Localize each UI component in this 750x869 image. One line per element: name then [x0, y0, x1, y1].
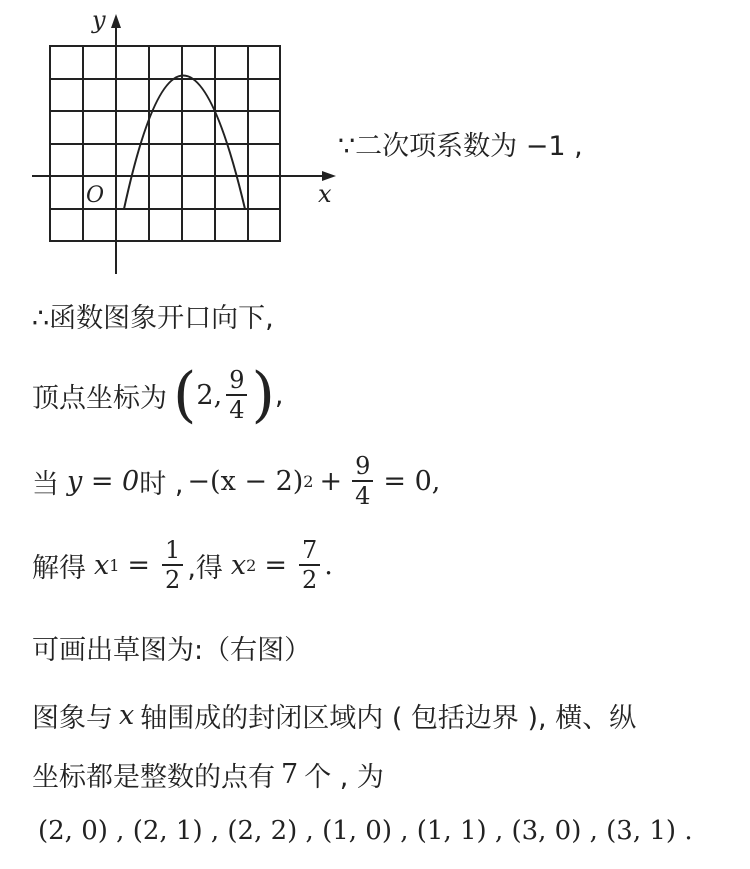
- line-vertex: 顶点坐标为 ( 2, $\frac{9}{4}$ ) ,: [32, 360, 284, 430]
- line-region-2: 坐标都是整数的点有 7 个 , 为: [32, 759, 384, 793]
- y-axis-label: y: [92, 8, 106, 34]
- line-root-equation: 当 y = 0 时 , −(x − 2) 2 + $\frac{9}{4}$ = 0,: [32, 452, 441, 510]
- parabola-figure: [30, 8, 370, 288]
- fraction-nine-fourths-2: $\frac{9}{4}$: [352, 452, 373, 510]
- x-axis-label: x: [318, 180, 332, 208]
- grid: [50, 46, 280, 241]
- line-region-1: 图象与 x 轴围成的封闭区域内 ( 包括边界 ), 横、纵: [32, 700, 637, 734]
- parabola-curve: [124, 76, 245, 210]
- line-sketch: 可画出草图为:（右图）: [32, 635, 312, 666]
- line-solutions: 解得 x 1 = $\frac{1}{2}$ ,得 x 2 = $\frac{7}{2}$ .: [32, 536, 333, 594]
- fraction-nine-fourths: $\frac{9}{4}$: [226, 366, 247, 424]
- line-opening-down: ∴函数图象开口向下,: [32, 303, 274, 334]
- line-points: (2, 0) , (2, 1) , (2, 2) , (1, 0) , (1, 1) , (3, 0) , (3, 1) .: [38, 816, 693, 846]
- origin-label: O: [86, 183, 105, 208]
- fraction-one-half: $\frac{1}{2}$: [162, 536, 183, 594]
- line-coefficient: ∵二次项系数为 −1 ,: [338, 131, 583, 162]
- fraction-seven-halves: $\frac{7}{2}$: [299, 536, 320, 594]
- y-axis-arrow: [111, 14, 121, 28]
